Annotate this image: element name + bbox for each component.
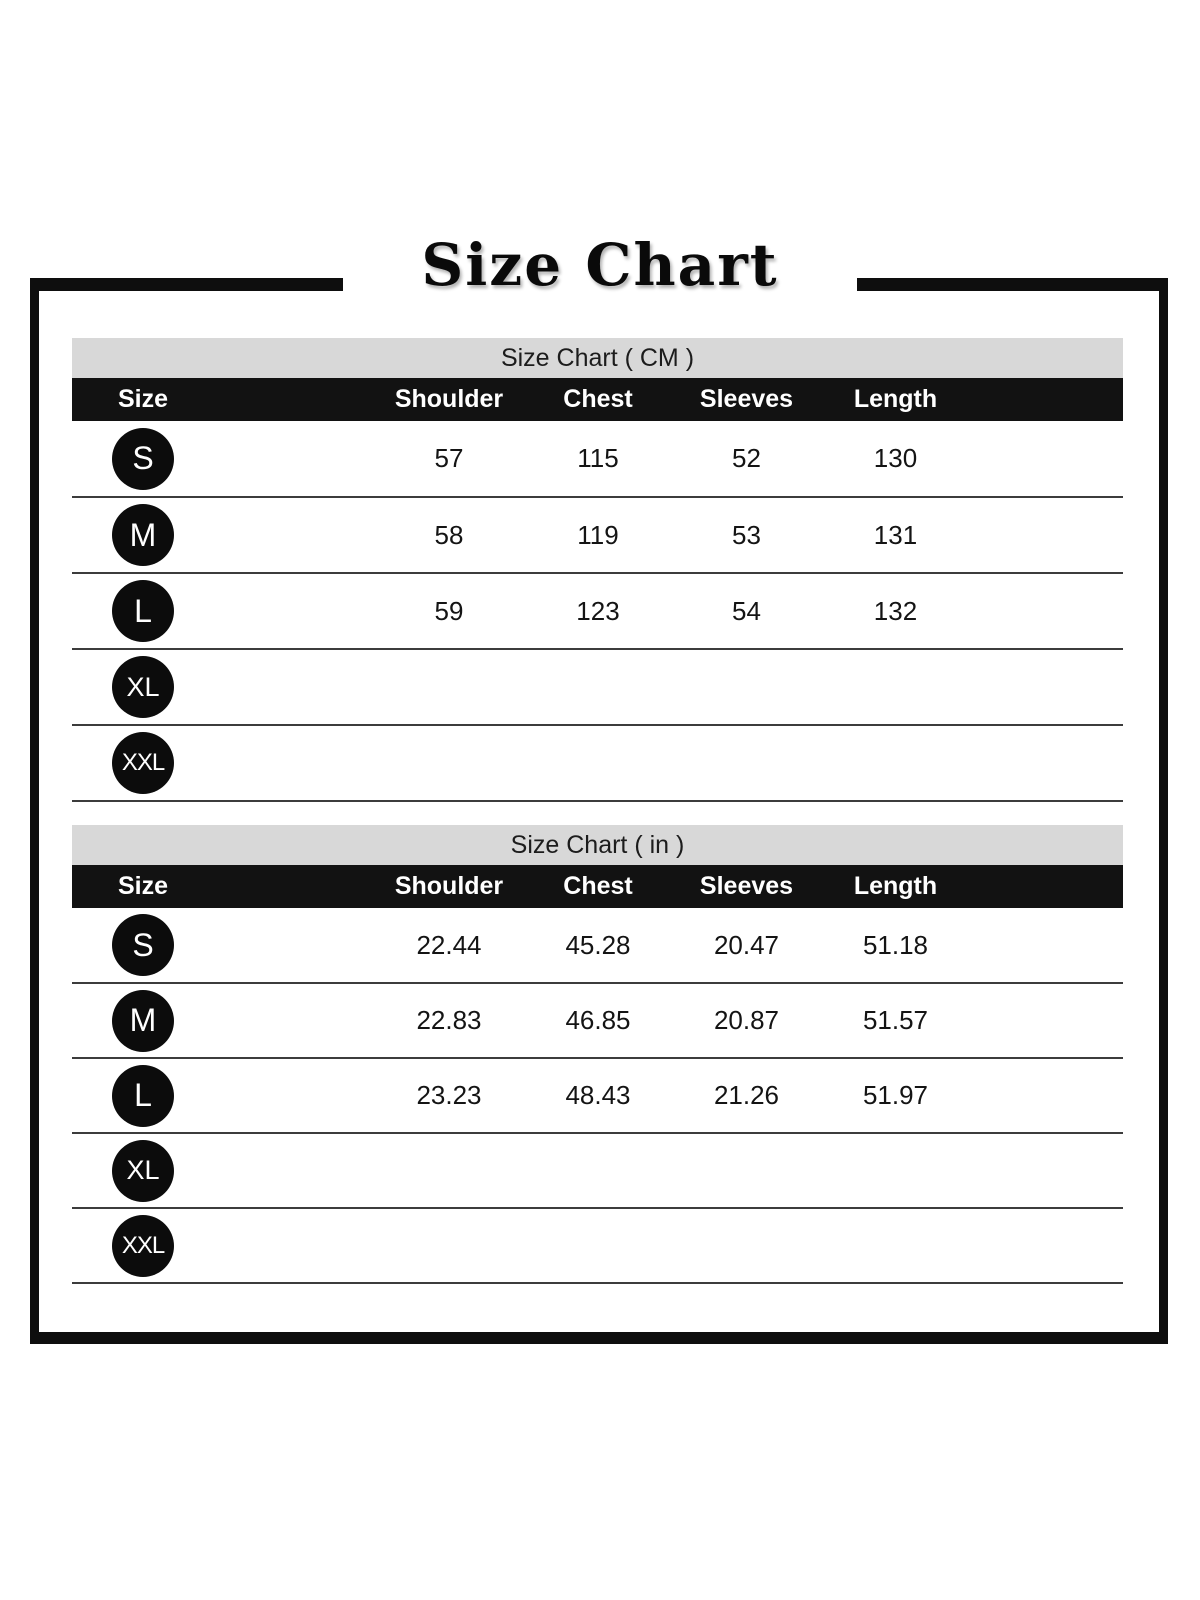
table-caption-in: Size Chart ( in ) xyxy=(72,825,1123,865)
table-caption-cm: Size Chart ( CM ) xyxy=(72,338,1123,378)
column-header-chest: Chest xyxy=(563,872,633,900)
size-table-in xyxy=(72,825,1123,1284)
column-header-size xyxy=(72,378,374,421)
cell-chest: 115 xyxy=(577,443,619,473)
size-table-cm xyxy=(72,338,1123,802)
cell-chest: 119 xyxy=(577,519,619,550)
cell-length: 130 xyxy=(873,443,918,473)
table-row xyxy=(72,497,1123,573)
cell-filler xyxy=(970,725,1123,801)
cell-shoulder xyxy=(374,1208,524,1283)
column-header-length: Length xyxy=(853,872,938,900)
cell-shoulder xyxy=(374,649,524,725)
size-badge: S xyxy=(112,428,174,490)
header-row xyxy=(72,865,1123,908)
cell-sleeves: 20.47 xyxy=(713,929,780,960)
size-badge: XL xyxy=(112,656,174,718)
table-row xyxy=(72,725,1123,801)
cell-filler xyxy=(970,649,1123,725)
cell-filler xyxy=(970,908,1123,983)
table-row xyxy=(72,421,1123,497)
cell-sleeves xyxy=(672,1208,821,1283)
cell-length xyxy=(821,1208,970,1283)
cell-shoulder: 22.83 xyxy=(416,1005,482,1035)
cell-chest: 46.85 xyxy=(565,1005,631,1035)
cell-length: 51.57 xyxy=(862,1005,929,1035)
cell-shoulder: 23.23 xyxy=(416,1080,482,1110)
cell-sleeves: 20.87 xyxy=(713,1005,780,1035)
cell-length: 51.18 xyxy=(862,929,929,960)
table-row xyxy=(72,1058,1123,1133)
column-header-filler xyxy=(970,378,1123,421)
table-row xyxy=(72,1208,1123,1283)
size-badge: L xyxy=(112,580,174,642)
cell-shoulder: 59 xyxy=(434,595,464,626)
size-badge: S xyxy=(112,914,174,976)
cell-length: 132 xyxy=(873,595,918,626)
cell-sleeves: 53 xyxy=(732,519,761,550)
cell-chest: 123 xyxy=(576,595,620,626)
cell-chest xyxy=(524,649,672,725)
page-title-text: Size Chart xyxy=(343,230,856,300)
column-header-shoulder: Shoulder xyxy=(394,385,504,413)
column-header-size xyxy=(72,865,374,908)
cell-filler xyxy=(970,497,1123,573)
cell-filler xyxy=(970,1208,1123,1283)
cell-chest: 45.28 xyxy=(565,929,631,960)
table-row xyxy=(72,649,1123,725)
size-badge: M xyxy=(112,990,174,1052)
cell-chest xyxy=(524,1133,672,1208)
column-header-filler xyxy=(970,865,1123,908)
cell-shoulder xyxy=(374,725,524,801)
table-row xyxy=(72,573,1123,649)
column-header-shoulder: Shoulder xyxy=(394,872,504,900)
cell-filler xyxy=(970,573,1123,649)
cell-filler xyxy=(970,983,1123,1058)
column-header-sleeves: Sleeves xyxy=(699,872,794,900)
size-badge: M xyxy=(112,504,174,566)
column-header-chest: Chest xyxy=(563,385,633,413)
cell-sleeves xyxy=(672,649,821,725)
cell-filler xyxy=(970,1058,1123,1133)
cell-filler xyxy=(970,421,1123,497)
table-row xyxy=(72,983,1123,1058)
measurements-table-in xyxy=(72,865,1123,1284)
cell-chest xyxy=(524,725,672,801)
cell-shoulder xyxy=(374,1133,524,1208)
cell-length: 131 xyxy=(873,519,918,550)
measurements-table-cm xyxy=(72,378,1123,802)
column-header-size-label: Size xyxy=(117,872,169,900)
cell-length xyxy=(821,649,970,725)
cell-shoulder: 58 xyxy=(434,519,464,550)
cell-sleeves: 54 xyxy=(732,595,761,626)
table-row xyxy=(72,1133,1123,1208)
column-header-size-label: Size xyxy=(117,385,169,413)
cell-length xyxy=(821,1133,970,1208)
cell-shoulder: 22.44 xyxy=(416,929,482,960)
cell-filler xyxy=(970,1133,1123,1208)
cell-sleeves: 21.26 xyxy=(713,1080,780,1110)
table-row xyxy=(72,908,1123,983)
cell-length xyxy=(821,725,970,801)
cell-sleeves: 52 xyxy=(732,443,761,473)
column-header-length: Length xyxy=(853,385,938,413)
cell-chest: 48.43 xyxy=(565,1080,631,1110)
size-badge: XXL xyxy=(112,732,174,794)
cell-sleeves xyxy=(672,1133,821,1208)
column-header-sleeves: Sleeves xyxy=(699,385,794,413)
cell-shoulder: 57 xyxy=(434,443,464,473)
page-title xyxy=(0,230,1200,300)
size-badge: L xyxy=(112,1065,174,1127)
size-badge: XL xyxy=(112,1140,174,1202)
header-row xyxy=(72,378,1123,421)
size-badge: XXL xyxy=(112,1215,174,1277)
cell-sleeves xyxy=(672,725,821,801)
cell-chest xyxy=(524,1208,672,1283)
cell-length: 51.97 xyxy=(862,1080,929,1110)
